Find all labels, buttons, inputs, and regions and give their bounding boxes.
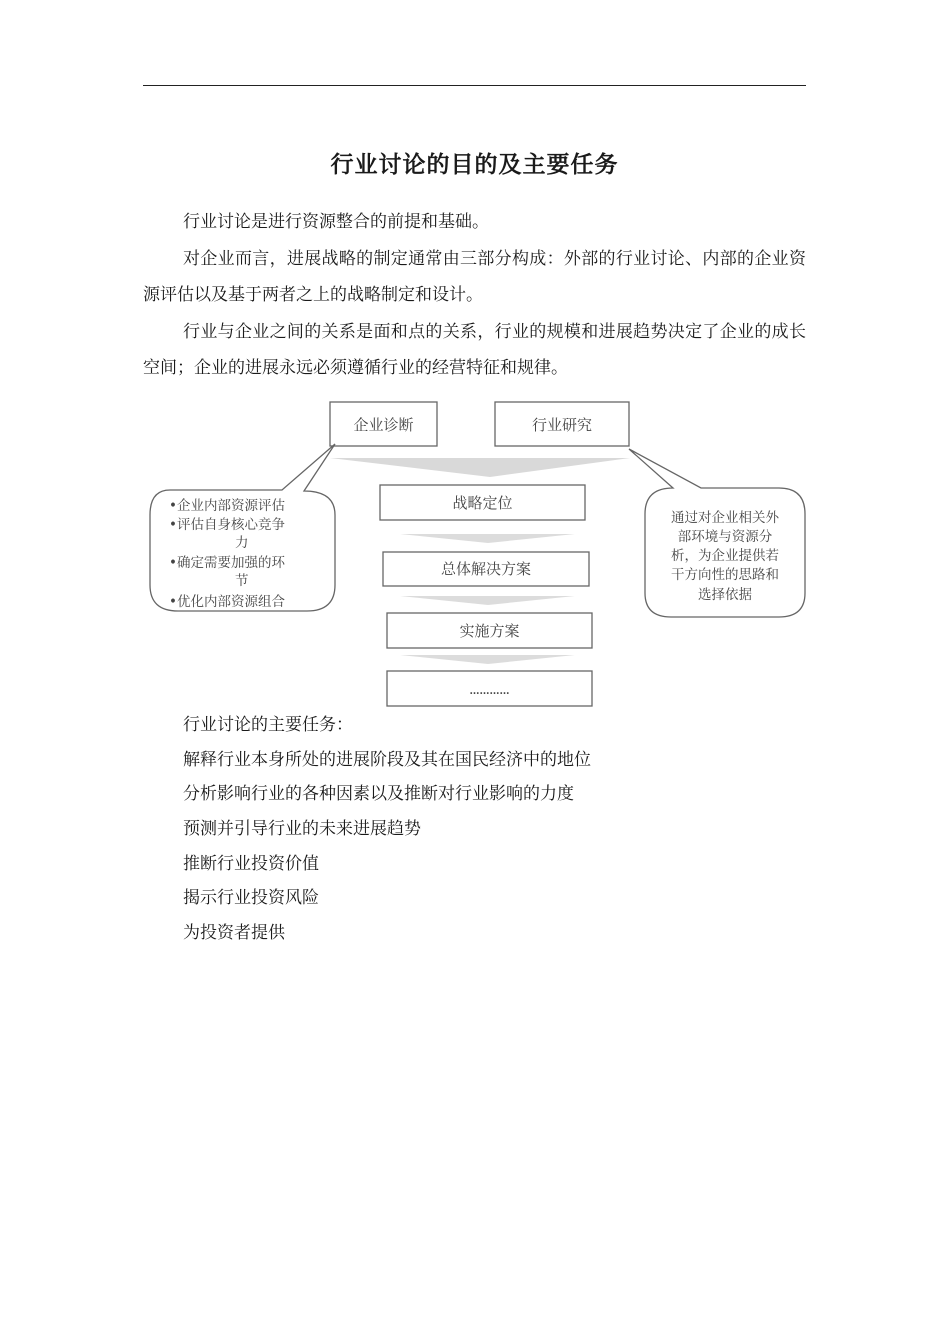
left-callout-line-5: 节 [235, 573, 249, 589]
left-callout-line-3: 力 [235, 535, 249, 551]
paragraph-2: 对企业而言，进展战略的制定通常由三部分构成：外部的行业讨论、内部的企业资源评估以及基于两者之上的战略制定和设计。 [143, 249, 806, 305]
box-industry-research-label: 行业研究 [531, 416, 593, 434]
task-item: 解释行业本身所处的进展阶段及其在国民经济中的地位 [183, 749, 591, 770]
funnel-arrow-3 [400, 655, 575, 664]
right-callout-line-2: 部环境与资源分 [677, 529, 773, 545]
right-callout-line-1: 通过对企业相关外 [671, 510, 779, 526]
left-callout-line-2: •评估自身核心竞争 [169, 517, 285, 533]
step-label-2: 总体解决方案 [440, 560, 532, 578]
funnel-arrow-1 [400, 534, 575, 543]
step-label-1: 战略定位 [452, 494, 513, 512]
box-enterprise-diagnosis-label: 企业诊断 [353, 416, 414, 434]
step-label-4: ………… [469, 686, 510, 697]
task-item: 分析影响行业的各种因素以及推断对行业影响的力度 [183, 784, 574, 805]
right-callout-line-5: 选择依据 [698, 587, 752, 603]
funnel-arrow-top [330, 458, 630, 477]
task-item: 预测并引导行业的未来进展趋势 [183, 819, 421, 840]
left-callout-line-4: •确定需要加强的环 [169, 555, 285, 571]
task-item: 为投资者提供 [183, 923, 285, 944]
right-callout-line-4: 干方向性的思路和 [671, 567, 779, 583]
step-label-3: 实施方案 [459, 622, 520, 640]
paragraph-3: 行业与企业之间的关系是面和点的关系，行业的规模和进展趋势决定了企业的成长空间；企业的进展永远必须遵循行业的经营特征和规律。 [143, 322, 806, 378]
tasks-section [183, 708, 591, 951]
right-callout-line-3: 析，为企业提供若 [671, 548, 779, 564]
tasks-heading: 行业讨论的主要任务： [183, 715, 353, 735]
page-title: 行业讨论的目的及主要任务 [330, 151, 619, 178]
header-rule [143, 85, 806, 86]
funnel-arrow-2 [400, 596, 575, 605]
left-callout-line-1: •企业内部资源评估 [169, 498, 285, 514]
strategy-diagram [145, 395, 810, 715]
left-callout-line-6: •优化内部资源组合 [169, 594, 285, 610]
task-item: 揭示行业投资风险 [183, 888, 319, 909]
paragraph-1: 行业讨论是进行资源整合的前提和基础。 [183, 212, 489, 232]
task-item: 推断行业投资价值 [183, 853, 319, 874]
